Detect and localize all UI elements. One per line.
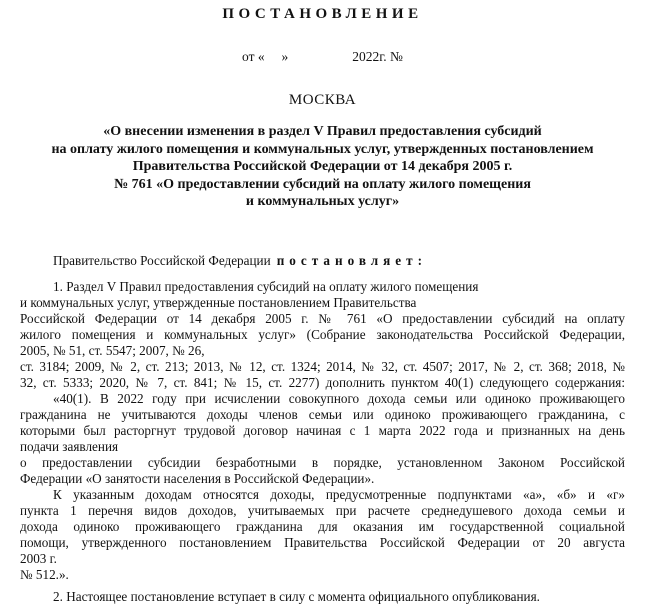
body-line: «40(1). В 2022 году при исчислении совокупного дохода семьи или одиноко проживающего bbox=[53, 390, 625, 406]
body-line: 2003 г. bbox=[20, 550, 57, 566]
preamble-resolves-word: постановляет: bbox=[276, 252, 428, 268]
body-line: которыми был расторгнут трудовой договор начиная с 1 марта 2022 года и признанных на день bbox=[20, 422, 625, 438]
body-line: К указанным доходам относятся доходы, предусмотренные подпунктами «а», «б» и «г» bbox=[53, 486, 625, 502]
body-line: жилого помещения и коммунальных услуг» (Собрание законодательства Российской Федерации, bbox=[20, 326, 625, 342]
body-line: 2005, № 51, ст. 5547; 2007, № 26, bbox=[20, 342, 205, 358]
body-line: пункта 1 перечня видов доходов, учитываемых при расчете среднедушевого дохода семьи и bbox=[20, 502, 625, 518]
subject-line: и коммунальных услуг» bbox=[245, 194, 400, 209]
subject-line: на оплату жилого помещения и коммунальных услуг, утвержденных постановлением bbox=[51, 141, 594, 157]
date-line bbox=[20, 49, 625, 65]
subject-line: Правительства Российской Федерации от 14 декабря 2005 г. bbox=[132, 159, 513, 174]
body-line: подачи заявления bbox=[20, 438, 119, 454]
preamble-text: Правительство Российской Федерации bbox=[53, 252, 271, 268]
body-line: 32, ст. 5333; 2020, № 7, ст. 841; № 15, ст. 2277) дополнить пунктом 40(1) следующего содержания: bbox=[20, 374, 625, 390]
body-line: и коммунальных услуг, утвержденные постановлением Правительства bbox=[20, 294, 417, 310]
document-kind-title: ПОСТАНОВЛЕНИЕ bbox=[222, 6, 423, 22]
body-line: о предоставлении субсидии безработными в порядке, установленном Законом Российской bbox=[20, 454, 625, 470]
body-line: гражданина не учитываются доходы членов семьи или одиноко проживающего гражданина, с bbox=[20, 406, 625, 422]
body-line: Федерации «О занятости населения в Российской Федерации». bbox=[20, 470, 375, 486]
body-line: помощи, утвержденного постановлением Правительства Российской Федерации от 20 августа bbox=[20, 534, 625, 550]
preamble bbox=[20, 253, 625, 269]
subject-heading bbox=[20, 123, 625, 211]
date-blank-field: от « » bbox=[242, 49, 289, 64]
date-year-and-number: 2022г. № bbox=[352, 49, 403, 64]
body-line: дохода одиноко проживающего гражданина для оказания им государственной социальной bbox=[20, 518, 625, 534]
body-line: 1. Раздел V Правил предоставления субсидий на оплату жилого помещения bbox=[53, 278, 479, 294]
city-line: МОСКВА bbox=[288, 92, 357, 108]
body-line: № 512.». bbox=[20, 566, 69, 582]
body-line: ст. 3184; 2009, № 2, ст. 213; 2013, № 12, ст. 1324; 2014, № 32, ст. 4507; 2017, № 2, ст. 368; 2018, № bbox=[20, 358, 625, 374]
body-text bbox=[20, 279, 625, 605]
subject-line: № 761 «О предоставлении субсидий на оплату жилого помещения bbox=[114, 176, 531, 192]
body-line: Российской Федерации от 14 декабря 2005 г. № 761 «О предоставлении субсидий на оплату bbox=[20, 310, 625, 326]
subject-line: «О внесении изменения в раздел V Правил предоставления субсидий bbox=[103, 124, 542, 139]
body-line: 2. Настоящее постановление вступает в силу с момента официального опубликования. bbox=[53, 588, 540, 604]
